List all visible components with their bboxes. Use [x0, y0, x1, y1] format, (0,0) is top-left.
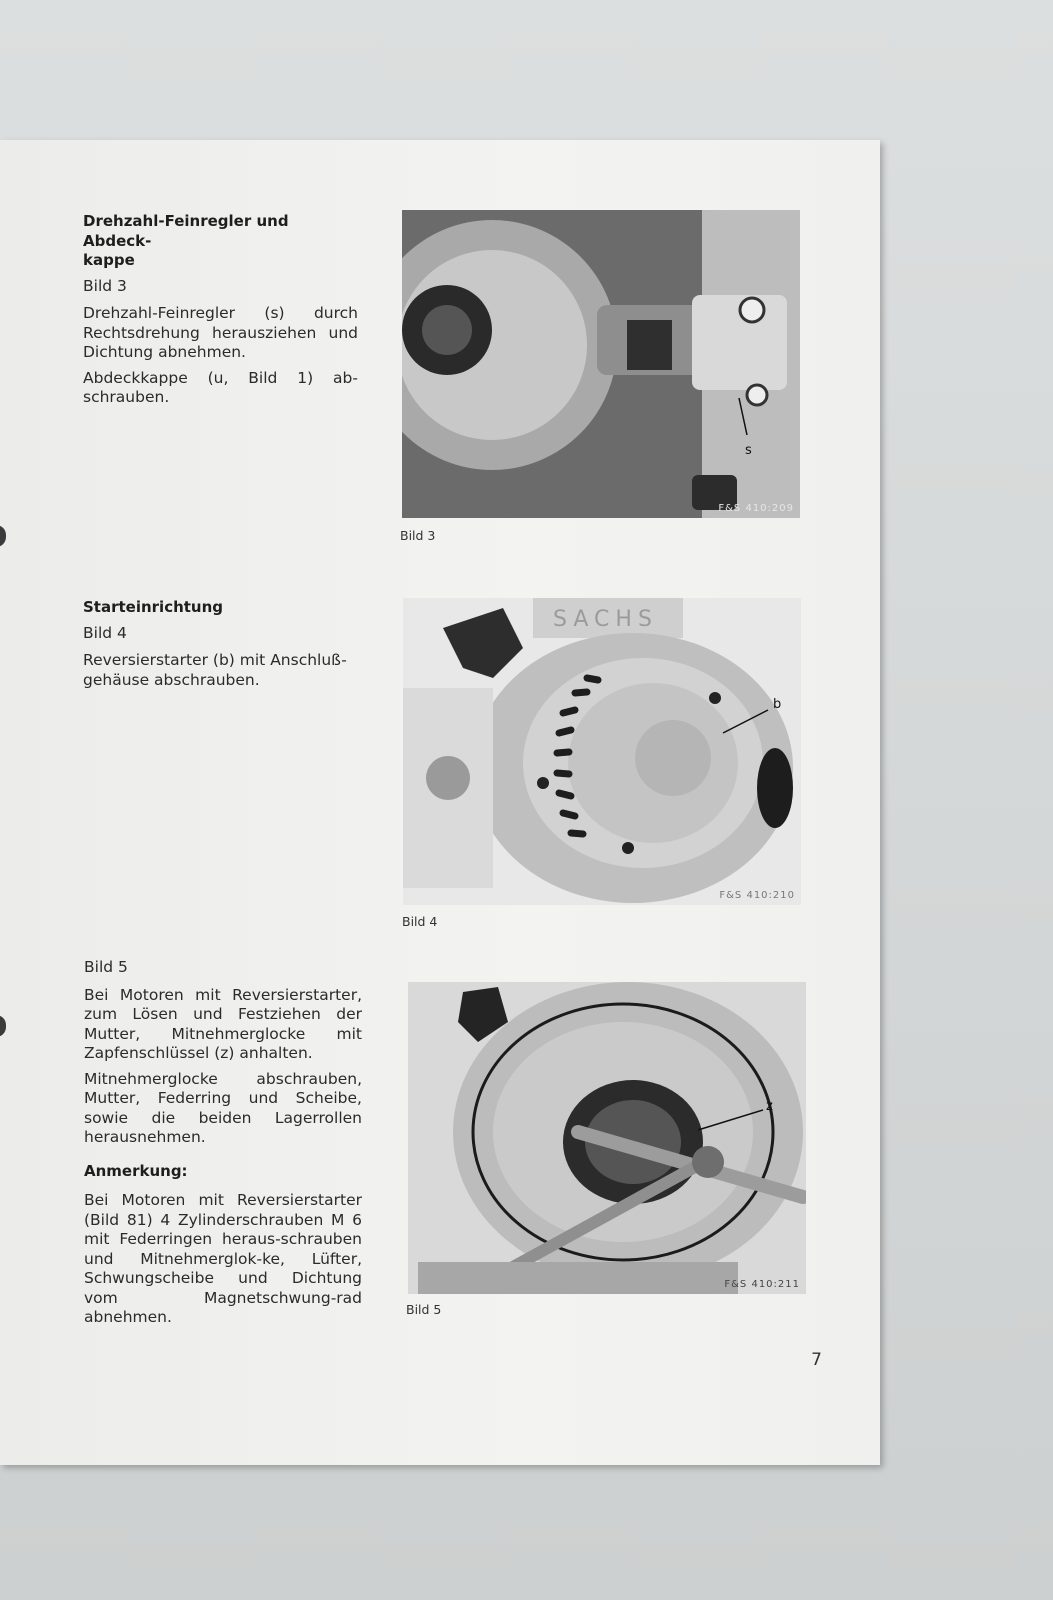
figure-code: F&S 410:210: [719, 890, 795, 901]
figure-3-callout: s: [745, 443, 752, 458]
section-starter: [83, 598, 363, 696]
section-heading: Starteinrichtung: [83, 598, 224, 616]
figure-reference: Bild 3: [83, 276, 127, 295]
paragraph: Drehzahl-Feinregler (s) durch Rechtsdrehung herausziehen und Dichtung abnehmen.: [83, 304, 358, 361]
figure-code: F&S 410:211: [724, 1279, 800, 1290]
figure-3-photo: [402, 210, 800, 518]
figure-4-callout: b: [773, 697, 782, 712]
paragraph: Abdeckkappe (u, Bild 1) ab-schrauben.: [83, 368, 358, 406]
binding-hole: [0, 1015, 6, 1037]
figure-5-photo: [408, 982, 806, 1294]
figure-5-caption: Bild 5: [406, 1302, 442, 1317]
note-heading: Anmerkung:: [84, 1161, 188, 1180]
figure-4-photo: [403, 598, 801, 905]
engine-brand-text: SACHS: [553, 607, 658, 632]
section-regulator: [83, 212, 358, 414]
figure-5-callout: z: [766, 1099, 773, 1114]
figure-reference: Bild 4: [83, 623, 127, 642]
figure-code: F&S 410:209: [718, 503, 794, 514]
paragraph: Bei Motoren mit Reversierstarter, zum Lösen und Festziehen der Mutter, Mitnehmerglocke mit Zapfenschlüssel (z) anhalten.: [84, 985, 362, 1062]
section-clutch: [84, 958, 362, 1334]
paragraph: Reversierstarter (b) mit Anschluß-gehäuse abschrauben.: [83, 651, 347, 689]
note-paragraph: Bei Motoren mit Reversierstarter (Bild 81) 4 Zylinderschrauben M 6 mit Federringen heraus-schrauben und Mitnehmerglok-ke, Lüfter, Schwungscheibe und Dichtung vom Magnetschwung-rad abnehmen.: [84, 1191, 362, 1326]
figure-3-caption: Bild 3: [400, 528, 436, 543]
figure-reference: Bild 5: [84, 958, 128, 976]
binding-hole: [0, 525, 6, 547]
section-heading: Drehzahl-Feinregler und Abdeck- kappe: [83, 212, 289, 269]
paragraph: Mitnehmerglocke abschrauben, Mutter, Federring und Scheibe, sowie die beiden Lagerrollen herausnehmen.: [84, 1069, 362, 1146]
figure-4-caption: Bild 4: [402, 914, 438, 929]
manual-page: [0, 140, 880, 1465]
page-number: 7: [811, 1350, 822, 1370]
